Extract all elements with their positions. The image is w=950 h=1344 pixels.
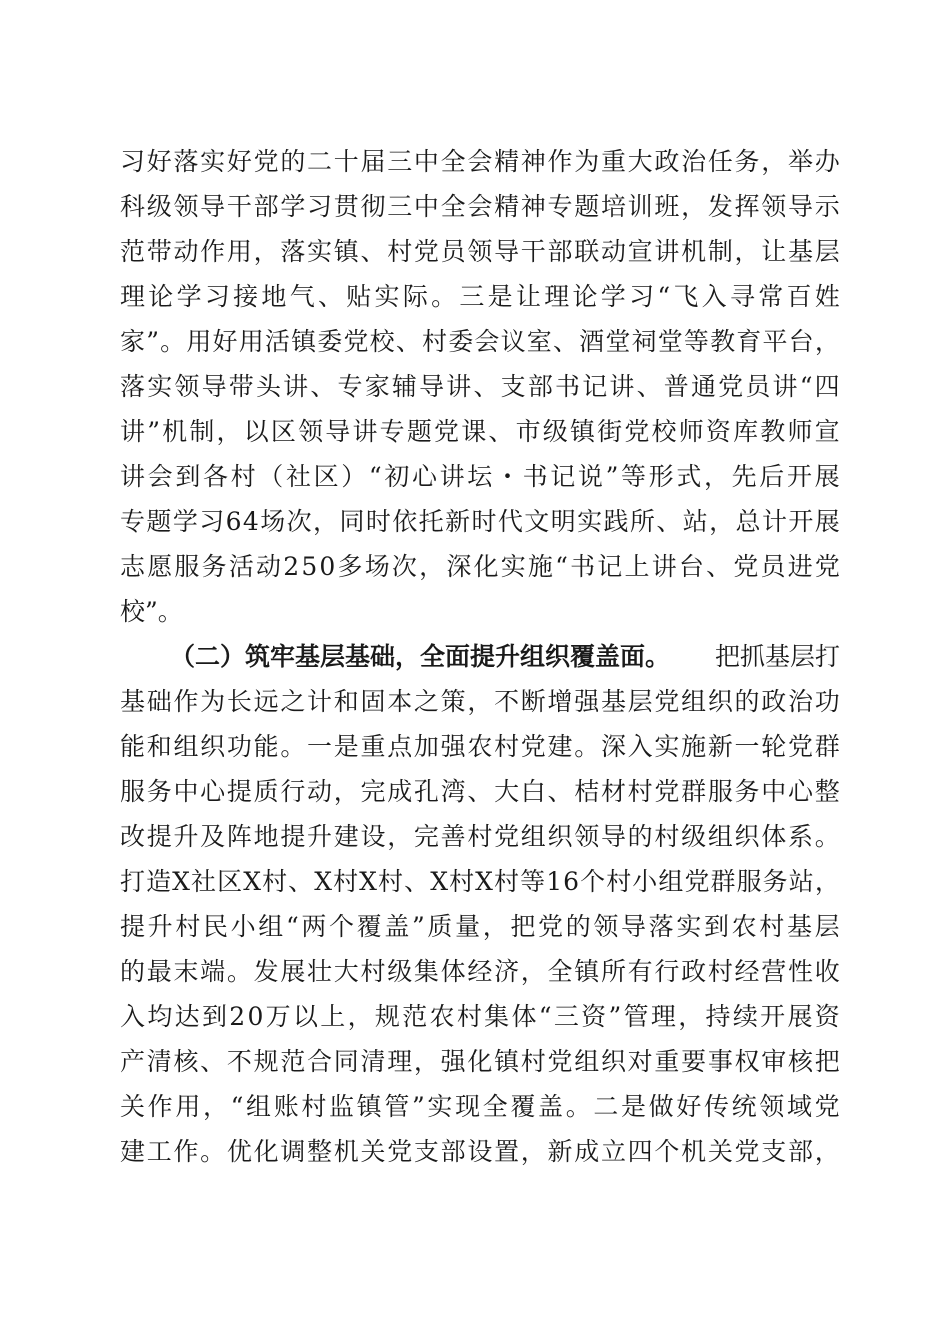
section-line-7: 的 最 末 端 。 发 展 壮 大 村 级 集 体 经 济 ， 全 镇 所 有 行 政 村 经 营 性 收	[120, 957, 840, 986]
section-line-5: 打 造 X 社 区 X 村 、 X 村 X 村 、 X 村 X 村 等 1 6 个 村 小 组 党 群 服 务 站 ，	[120, 867, 840, 896]
text-line-3: 范 带 动 作 用 ， 落 实 镇 、 村 党 员 领 导 干 部 联 动 宣 讲 机 制 ， 让 基 层	[120, 237, 840, 266]
section-line-9: 产 清 核 、 不 规 范 合 同 清 理 ， 强 化 镇 村 党 组 织 对 重 要 事 权 审 核 把	[120, 1047, 840, 1076]
body-text	[120, 139, 840, 1174]
text-line-7: 讲 ” 机 制 ， 以 区 领 导 讲 专 题 党 课 、 市 级 镇 街 党 校 师 资 库 教 师 宣	[120, 417, 840, 446]
text-line-5: 家 ” 。 用 好 用 活 镇 委 党 校 、 村 委 会 议 室 、 酒 堂 祠 堂 等 教 育 平 台 ，	[120, 327, 840, 356]
section-heading: （二）筑牢基层基础，全面提升组织覆盖面。	[170, 642, 671, 671]
text-line-1: 习 好 落 实 好 党 的 二 十 届 三 中 全 会 精 神 作 为 重 大 政 治 任 务 ， 举 办	[120, 147, 840, 176]
text-line-2: 科 级 领 导 干 部 学 习 贯 彻 三 中 全 会 精 神 专 题 培 训 班 ， 发 挥 领 导 示	[120, 192, 840, 221]
text-line-6: 落 实 领 导 带 头 讲 、 专 家 辅 导 讲 、 支 部 书 记 讲 、 普 通 党 员 讲 “ 四	[120, 372, 840, 401]
section-line-2: 能 和 组 织 功 能 。 一 是 重 点 加 强 农 村 党 建 。 深 入 实 施 新 一 轮 党 群	[120, 732, 840, 761]
section-heading-rest: 把抓基层打	[714, 642, 840, 671]
section-heading-line	[120, 634, 840, 679]
text-line-4: 理 论 学 习 接 地 气 、 贴 实 际 。 三 是 让 理 论 学 习 “ 飞 入 寻 常 百 姓	[120, 282, 840, 311]
section-line-4: 改 提 升 及 阵 地 提 升 建 设 ， 完 善 村 党 组 织 领 导 的 村 级 组 织 体 系 。	[120, 822, 840, 851]
section-line-1: 基 础 作 为 长 远 之 计 和 固 本 之 策 ， 不 断 增 强 基 层 党 组 织 的 政 治 功	[120, 687, 840, 716]
section-line-6: 提 升 村 民 小 组 “ 两 个 覆 盖 ” 质 量 ， 把 党 的 领 导 落 实 到 农 村 基 层	[120, 912, 840, 941]
text-line-8: 讲 会 到 各 村 （ 社 区 ） “ 初 心 讲 坛 ・ 书 记 说 ” 等 形 式 ， 先 后 开 展	[120, 462, 840, 491]
section-line-8: 入 均 达 到 2 0 万 以 上 ， 规 范 农 村 集 体 “ 三 资 ” 管 理 ， 持 续 开 展 资	[120, 1002, 840, 1031]
text-line-11: 校”。	[120, 597, 183, 626]
text-line-9: 专 题 学 习 6 4 场 次 ， 同 时 依 托 新 时 代 文 明 实 践 所 、 站 ， 总 计 开 展	[120, 507, 840, 536]
section-line-10: 关 作 用 ， “ 组 账 村 监 镇 管 ” 实 现 全 覆 盖 。 二 是 做 好 传 统 领 域 党	[120, 1092, 840, 1121]
section-line-11: 建 工 作 。 优 化 调 整 机 关 党 支 部 设 置 ， 新 成 立 四 个 机 关 党 支 部 ，	[120, 1137, 840, 1166]
section-line-3: 服 务 中 心 提 质 行 动 ， 完 成 孔 湾 、 大 白 、 桔 材 村 党 群 服 务 中 心 整	[120, 777, 840, 806]
text-line-10: 志 愿 服 务 活 动 2 5 0 多 场 次 ， 深 化 实 施 “ 书 记 上 讲 台 、 党 员 进 党	[120, 552, 840, 581]
